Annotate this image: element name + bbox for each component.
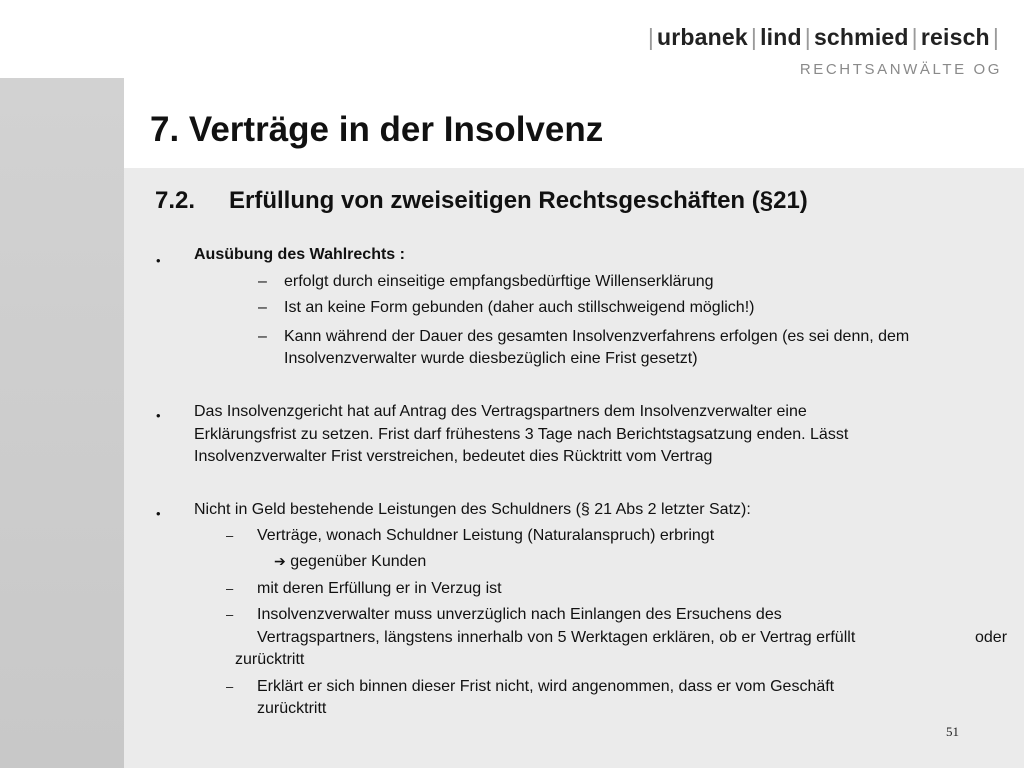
dash-icon: – bbox=[258, 273, 267, 290]
page-number: 51 bbox=[946, 724, 959, 739]
dash-icon: – bbox=[226, 679, 234, 694]
block1-item-continuation: Insolvenzverwalter wurde diesbezüglich eine Frist gesetzt) bbox=[284, 350, 698, 367]
arrow-right-icon: ➔ bbox=[274, 553, 286, 569]
block3-item: Erklärt er sich binnen dieser Frist nicht, wird angenommen, dass er vom Geschäft bbox=[257, 678, 835, 695]
bullet-icon: • bbox=[156, 408, 161, 423]
dash-icon: – bbox=[226, 607, 234, 622]
logo-subtitle: RECHTSANWÄLTE OG bbox=[799, 61, 1002, 78]
section-number: 7.2. bbox=[155, 187, 196, 214]
block2-line: Insolvenzverwalter Frist verstreichen, bedeutet dies Rücktritt vom Vertrag bbox=[194, 448, 713, 465]
block2-line: Erklärungsfrist zu setzen. Frist darf frühestens 3 Tage nach Berichtstagsatzung enden. Lässt bbox=[194, 426, 849, 443]
block1-heading: Ausübung des Wahlrechts : bbox=[194, 246, 405, 263]
block3-arrow-text: gegenüber Kunden bbox=[290, 553, 427, 570]
logo-name-urbanek: urbanek bbox=[657, 24, 748, 50]
logo-separator: | bbox=[647, 24, 654, 50]
block3-item: mit deren Erfüllung er in Verzug ist bbox=[257, 580, 502, 597]
logo-separator: | bbox=[804, 24, 811, 50]
block3-item-continuation: Vertragspartners, längstens innerhalb von 5 Werktagen erklären, ob er Vertrag erfüllt bbox=[257, 629, 856, 646]
logo-separator: | bbox=[992, 24, 999, 50]
dash-icon: – bbox=[226, 528, 234, 543]
dash-icon: – bbox=[258, 299, 267, 316]
logo-name-reisch: reisch bbox=[920, 24, 990, 50]
dash-icon: – bbox=[258, 328, 267, 345]
bullet-icon: • bbox=[156, 506, 161, 521]
block2-line: Das Insolvenzgericht hat auf Antrag des Vertragspartners dem Insolvenzverwalter eine bbox=[194, 403, 807, 420]
block3-item-continuation: oder bbox=[975, 629, 1008, 646]
block3-item: Verträge, wonach Schuldner Leistung (Naturalanspruch) erbringt bbox=[257, 527, 715, 544]
arrow-line bbox=[274, 551, 426, 572]
block3-heading: Nicht in Geld bestehende Leistungen des Schuldners (§ 21 Abs 2 letzter Satz): bbox=[194, 501, 751, 518]
logo-separator: | bbox=[911, 24, 918, 50]
block1-item: erfolgt durch einseitige empfangsbedürftige Willenserklärung bbox=[284, 273, 714, 290]
block1-item: Kann während der Dauer des gesamten Insolvenzverfahrens erfolgen (es sei denn, dem bbox=[284, 328, 910, 345]
block3-item: Insolvenzverwalter muss unverzüglich nach Einlangen des Ersuchens des bbox=[257, 606, 782, 623]
logo-name-schmied: schmied bbox=[813, 24, 909, 50]
block3-item-continuation: zurücktritt bbox=[235, 651, 305, 668]
bullet-icon: • bbox=[156, 253, 161, 268]
block1-item: Ist an keine Form gebunden (daher auch stillschweigend möglich!) bbox=[284, 299, 755, 316]
logo-separator: | bbox=[750, 24, 758, 50]
slide-title: 7. Verträge in der Insolvenz bbox=[150, 110, 604, 149]
logo-name-lind: lind bbox=[760, 24, 802, 50]
block3-item-continuation: zurücktritt bbox=[257, 700, 327, 717]
dash-icon: – bbox=[226, 581, 234, 596]
section-title: Erfüllung von zweiseitigen Rechtsgeschäften (§21) bbox=[229, 187, 808, 214]
